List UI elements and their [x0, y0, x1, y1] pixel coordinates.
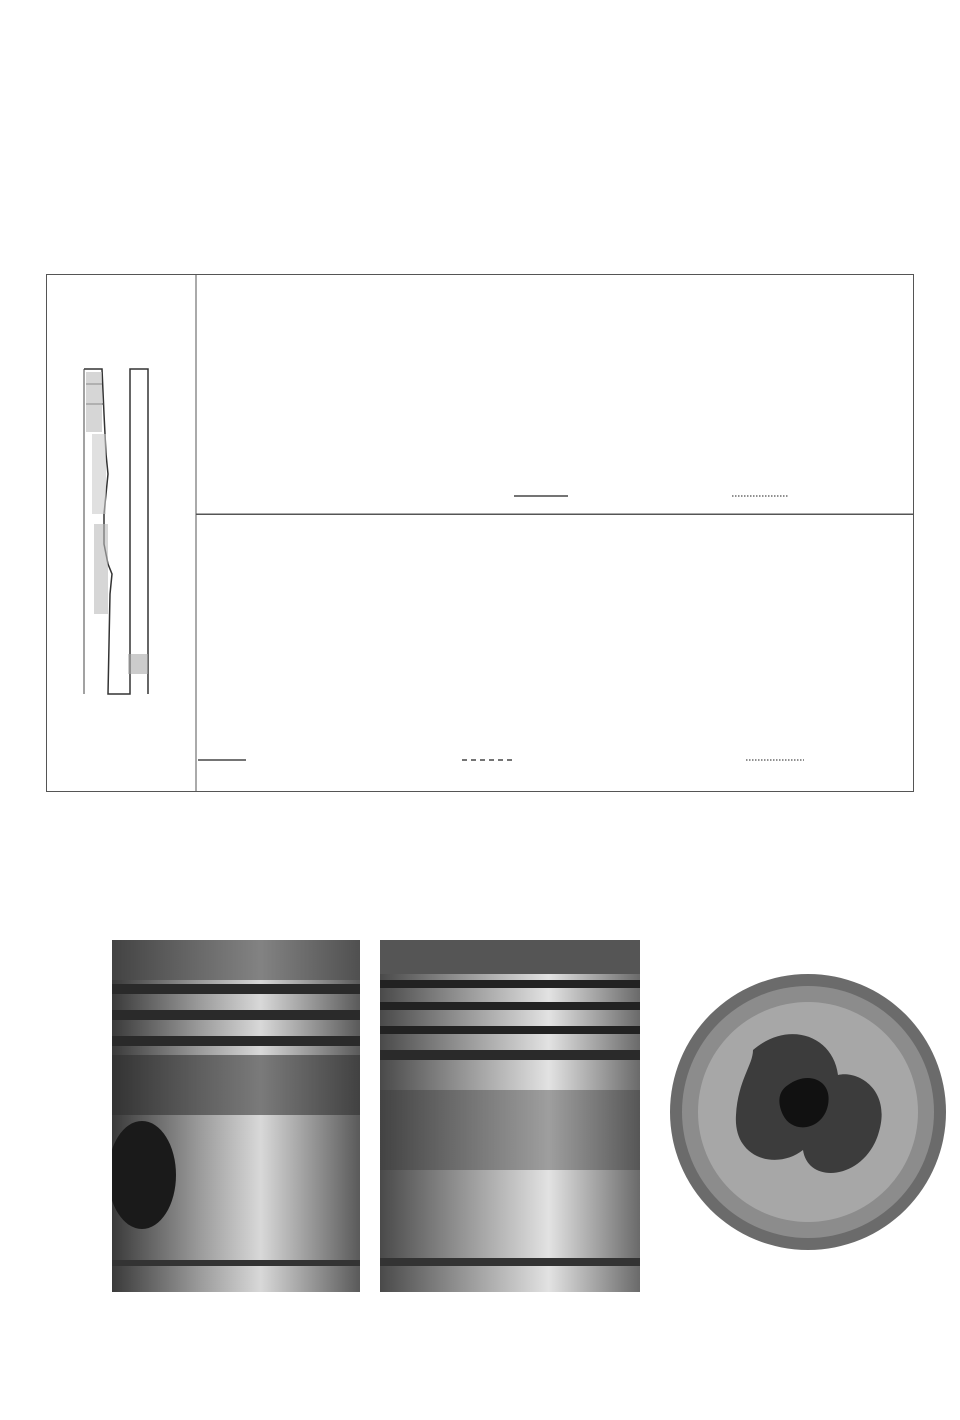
piston-photo-side-1: [112, 940, 360, 1292]
piston-photo-crown: [658, 940, 958, 1292]
piston-photo-side-2: [380, 940, 640, 1292]
figure-2-wear-diagrams: [46, 274, 914, 792]
cylinder-section-drawing: [84, 369, 148, 694]
